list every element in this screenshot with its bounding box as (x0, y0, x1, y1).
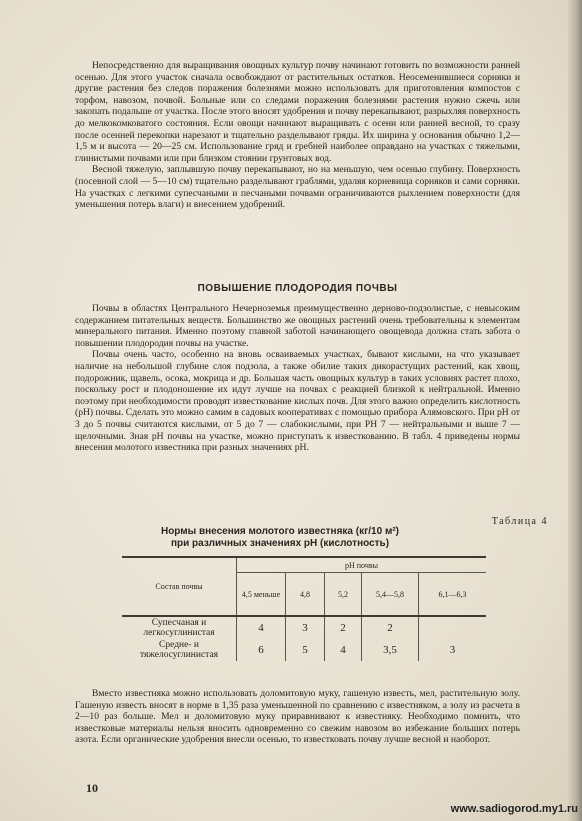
table-row (122, 616, 486, 639)
table-header-ph-col: 4,5 меньше (237, 573, 286, 617)
table-cell (419, 616, 487, 639)
table-cell: 4 (325, 639, 362, 661)
lime-norms-table (122, 556, 486, 661)
table-title (90, 526, 470, 550)
table-cell: 2 (325, 616, 362, 639)
table-header-ph-group: pH почвы (237, 557, 487, 573)
intro-text-block (75, 60, 520, 211)
table-header-ph-col: 4,8 (286, 573, 325, 617)
table-cell: 3 (286, 616, 325, 639)
table-title-line-1: Нормы внесения молотого известняка (кг/10 м²) (160, 526, 400, 537)
page-number: 10 (86, 781, 98, 795)
table-header-ph-col: 5,2 (325, 573, 362, 617)
table-header-ph-col: 5,4—5,8 (362, 573, 419, 617)
page-edge-shadow (568, 0, 582, 821)
table-header-ph-col: 6,1—6,3 (419, 573, 487, 617)
table-cell: 3,5 (362, 639, 419, 661)
table-cell: 2 (362, 616, 419, 639)
table-cell-soil: Средне- и тяжелосуглинистая (122, 639, 237, 661)
outro-paragraph-1: Вместо известняка можно использовать доломитовую муку, гашеную известь, мел, растительную золу. Гашеную известь вносят в норме в 1,35 раза уменьшенной по сравнению с известняком, а золу из расчета в 2—10 раз больше. Мел и доломитовую муку приравнивают к известняку. Необходимо помнить, что известковые материалы нельзя вносить одновременно со свежим навозом во избежание больших потерь азота. Если органические удобрения внесли осенью, то известковать почву лучше весной и наоборот. (75, 688, 520, 746)
table-number-label: Таблица 4 (491, 516, 548, 527)
table-cell: 5 (286, 639, 325, 661)
intro-paragraph-2: Весной тяжелую, заплывшую почву перекапывают, но на меньшую, чем осенью глубину. Поверхность (посевной слой — 5—10 см) тщательно разделывают граблями, удаляя корневища сорняков и сами сорняки. На участках с легкими супесчаными и песчаными почвами ограничиваются рыхлением поверхности (для уменьшения потерь влаги) и внесением удобрений. (75, 164, 520, 211)
table-header-soil: Состав почвы (122, 557, 237, 616)
intro-paragraph-1: Непосредственно для выращивания овощных культур почву начинают готовить по возможности ранней осенью. Для этого участок сначала освобождают от растительных остатков. Неосеменившиеся сорняки и другие растения без следов поражения болезнями можно использовать для приготовления компостов с торфом, навозом, почвой. Больные или со следами поражения болезнями растения нужно сжечь или закопать подальше от участка. После этого вносят удобрения и почву перекапывают, разрыхляя поверхность до мелкокомковатого состояния. Если овощи начинают выращивать с осени или ранней весной, то сразу после осенней перекопки нарезают и тщательно разделывают гряды. Их ширина у основания обычно 1,2—1,5 м и высота — 20—25 см. Использование гряд и гребней наиболее оправдано на участках с тяжелыми, глинистыми почвами или при близком стоянии грунтовых вод. (75, 60, 520, 164)
table-cell: 3 (449, 644, 456, 656)
outro-text-block (75, 688, 520, 746)
watermark-url: www.sadiogorod.my1.ru (450, 803, 578, 815)
table-cell: 4 (237, 616, 286, 639)
section-paragraph-2: Почвы очень часто, особенно на вновь осваиваемых участках, бывают кислыми, на что указывает наличие на небольшой глубине слоя подзола, а также обилие таких дикорастущих растений, как хвощ, подорожник, щавель, осока, мокрица и др. Большая часть овощных культур в таких условиях растет плохо, поскольку рост и плодоношение их идут лучше на почвах с реакцией близкой к нейтральной. Именно поэтому при необходимости проводят известкование кислых почв. Для этого важно определить кислотность (pH) почвы. Сделать это можно самим в садовых кооперативах с помощью прибора Алямовского. При pH от 3 до 5 почвы считаются кислыми, от 5 до 7 — слабокислыми, при PH 7 — нейтральными и выше 7 — щелочными. Зная pH почвы на участке, можно приступать к известкованию. В табл. 4 приведены нормы внесения молотого известняка при разных значениях pH. (75, 349, 520, 454)
section-heading: ПОВЫШЕНИЕ ПЛОДОРОДИЯ ПОЧВЫ (197, 283, 398, 294)
section-paragraph-1: Почвы в областях Центрального Нечерноземья преимущественно дерново-подзолистые, с невысоким содержанием питательных веществ. Большинство же овощных растений очень требовательны к элементам минерального питания. Именно поэтому главной заботой начинающего овощевода должна стать забота о повышении плодородия почвы на участке. (75, 303, 520, 349)
table-cell: 6 (237, 639, 286, 661)
table-row (122, 639, 486, 661)
section-text-block (75, 303, 520, 454)
table-cell-soil: Супесчаная и легкосуглинистая (122, 616, 237, 639)
table-title-line-2: при различных значениях pH (кислотность) (170, 538, 390, 549)
